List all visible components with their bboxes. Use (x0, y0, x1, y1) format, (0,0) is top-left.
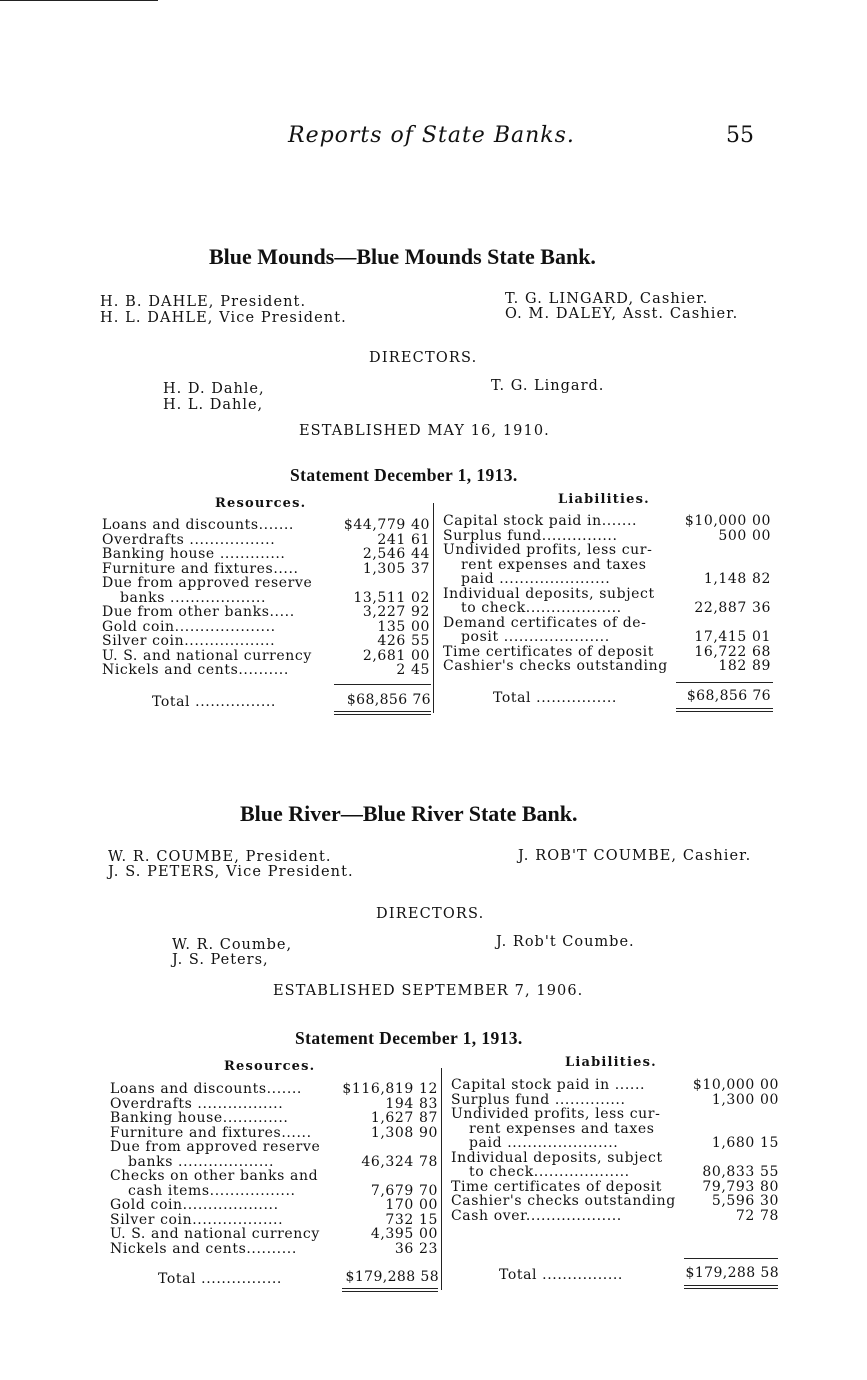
row-label: banks ................... (120, 590, 266, 605)
statement-row (451, 1180, 781, 1195)
row-label: Time certificates of deposit (451, 1179, 662, 1194)
row-label: Cashier's checks outstanding (443, 659, 668, 674)
statement-row (102, 663, 432, 678)
statement-row (110, 1227, 440, 1242)
row-amount: 72 78 (735, 1207, 779, 1224)
statement-row (443, 543, 773, 558)
row-amount: 1,627 87 (370, 1110, 438, 1126)
row-label: cash items................. (128, 1183, 296, 1198)
row-amount: 241 61 (377, 531, 430, 548)
established-date: ESTABLISHED SEPTEMBER 7, 1906. (273, 983, 584, 999)
row-label: Cashier's checks outstanding (451, 1194, 676, 1209)
statement-row (110, 1155, 440, 1170)
officer-vice-president: H. L. DAHLE, Vice President. (100, 310, 347, 326)
liabilities-total-value: $68,856 76 (686, 688, 771, 704)
officer-president: W. R. COUMBE, President. (108, 849, 332, 865)
row-label: Silver coin.................. (102, 634, 276, 649)
top-edge-rule (0, 0, 158, 1)
statement-row (110, 1082, 440, 1097)
statement-row (451, 1078, 781, 1093)
liabilities-total-label: Total ................ (499, 1267, 623, 1283)
statement-row (443, 587, 773, 602)
directors-heading: DIRECTORS. (376, 906, 485, 922)
row-amount: 2 45 (396, 662, 430, 678)
row-amount: 170 00 (385, 1197, 438, 1213)
row-label: Surplus fund............... (443, 528, 618, 543)
statement-row (451, 1122, 781, 1137)
row-amount: 500 00 (718, 527, 771, 544)
row-label: Capital stock paid in....... (443, 514, 638, 529)
row-label: paid ...................... (469, 1136, 619, 1151)
statement-row (102, 634, 432, 649)
row-label: to check................... (469, 1165, 630, 1180)
row-amount: 80,833 55 (702, 1164, 779, 1180)
statement-heading: Statement December 1, 1913. (295, 1028, 523, 1048)
statement-row (451, 1151, 781, 1166)
row-amount: 182 89 (718, 658, 771, 674)
statement-row (110, 1111, 440, 1126)
row-label: Time certificates of deposit (443, 644, 654, 659)
row-label: rent expenses and taxes (461, 557, 647, 572)
row-amount: $10,000 00 (684, 513, 771, 529)
row-label: Individual deposits, subject (443, 586, 655, 601)
row-label: Capital stock paid in ...... (451, 1078, 646, 1093)
statement-row (102, 591, 432, 606)
statement-row (451, 1194, 781, 1209)
row-label: Furniture and fixtures...... (110, 1125, 312, 1140)
row-label: Due from approved reserve (110, 1140, 321, 1155)
row-label: to check................... (461, 601, 622, 616)
statement-row (102, 562, 432, 577)
statement-row (443, 659, 773, 674)
column-divider (433, 503, 434, 713)
officer-cashier: T. G. LINGARD, Cashier. (505, 291, 709, 307)
row-label: posit ..................... (461, 630, 610, 645)
row-label: U. S. and national currency (102, 648, 312, 663)
director-name: J. Rob't Coumbe. (496, 934, 635, 950)
row-label: Banking house ............. (102, 547, 286, 562)
director-name: J. S. Peters, (172, 952, 269, 968)
row-amount: 13,511 02 (353, 589, 430, 606)
liabilities-total-value: $179,288 58 (685, 1265, 779, 1281)
resources-heading: Resources. (215, 496, 307, 511)
statement-row (443, 529, 773, 544)
row-amount: 7,679 70 (370, 1182, 438, 1199)
director-name: H. L. Dahle, (163, 397, 264, 413)
row-amount: 1,305 37 (362, 560, 430, 577)
row-label: Undivided profits, less cur- (451, 1107, 661, 1122)
statement-row (110, 1198, 440, 1213)
row-amount: 2,681 00 (362, 647, 430, 664)
liabilities-total-label: Total ................ (493, 690, 617, 706)
row-amount: $116,819 12 (342, 1081, 438, 1097)
statement-row (443, 514, 773, 529)
statement-row (102, 576, 432, 591)
row-label: Individual deposits, subject (451, 1150, 663, 1165)
statement-row (102, 547, 432, 562)
row-label: Due from approved reserve (102, 576, 313, 591)
directors-heading: DIRECTORS. (369, 350, 478, 366)
statement-row (451, 1107, 781, 1122)
row-amount: 16,722 68 (694, 643, 771, 660)
row-amount: 1,308 90 (370, 1124, 438, 1141)
page-number: 55 (726, 123, 754, 148)
row-label: Cash over................... (451, 1208, 622, 1223)
statement-row (102, 533, 432, 548)
statement-row (110, 1242, 440, 1257)
running-title: Reports of State Banks. (288, 123, 575, 148)
row-label: Loans and discounts....... (102, 518, 294, 533)
double-rule (676, 708, 773, 712)
officer-asst-cashier: O. M. DALEY, Asst. Cashier. (505, 306, 739, 322)
officer-cashier: J. ROB'T COUMBE, Cashier. (518, 848, 752, 864)
row-amount: $44,779 40 (343, 517, 430, 533)
resources-total-value: $179,288 58 (345, 1269, 439, 1285)
sum-rule (334, 684, 431, 685)
statement-row (110, 1140, 440, 1155)
resources-total-label: Total ................ (152, 694, 276, 710)
row-label: U. S. and national currency (110, 1227, 320, 1242)
row-amount: 17,415 01 (694, 629, 771, 645)
row-amount: 732 15 (385, 1211, 438, 1228)
row-amount: 22,887 36 (694, 600, 771, 616)
statement-row (451, 1093, 781, 1108)
statement-row (443, 558, 773, 573)
statement-row (110, 1097, 440, 1112)
row-amount: 2,546 44 (362, 546, 430, 562)
statement-row (451, 1165, 781, 1180)
statement-row (110, 1126, 440, 1141)
row-label: Surplus fund .............. (451, 1092, 626, 1107)
sum-rule (684, 1258, 778, 1259)
row-label: Gold coin................... (110, 1198, 279, 1213)
row-label: Loans and discounts....... (110, 1082, 302, 1097)
double-rule (342, 1288, 438, 1292)
statement-row (443, 601, 773, 616)
row-label: Undivided profits, less cur- (443, 543, 653, 558)
row-amount: 3,227 92 (362, 604, 430, 620)
director-name: T. G. Lingard. (491, 378, 605, 394)
row-amount: 46,324 78 (361, 1153, 438, 1170)
resources-heading: Resources. (224, 1059, 316, 1074)
row-label: Furniture and fixtures..... (102, 561, 299, 576)
resources-total-value: $68,856 76 (346, 692, 431, 708)
resources-total-label: Total ................ (158, 1271, 282, 1287)
statement-row (110, 1169, 440, 1184)
row-amount: $10,000 00 (692, 1077, 779, 1093)
director-name: W. R. Coumbe, (172, 937, 293, 953)
statement-row (102, 649, 432, 664)
liabilities-heading: Liabilities. (565, 1055, 657, 1070)
statement-row (102, 620, 432, 635)
row-amount: 135 00 (377, 618, 430, 635)
double-rule (684, 1285, 778, 1289)
officer-vice-president: J. S. PETERS, Vice President. (108, 864, 354, 880)
row-amount: 1,680 15 (711, 1135, 779, 1151)
row-label: Due from other banks..... (102, 605, 295, 620)
row-amount: 1,300 00 (711, 1091, 779, 1108)
column-divider (441, 1068, 442, 1290)
row-label: Checks on other banks and (110, 1169, 319, 1184)
bank-title: Blue River—Blue River State Bank. (240, 801, 578, 826)
row-label: Nickels and cents.......... (102, 663, 289, 678)
double-rule (334, 711, 431, 715)
row-label: Banking house............. (110, 1111, 289, 1126)
row-amount: 36 23 (394, 1240, 438, 1257)
row-amount: 79,793 80 (702, 1178, 779, 1195)
statement-row (110, 1213, 440, 1228)
statement-row (443, 630, 773, 645)
row-label: banks ................... (128, 1154, 274, 1169)
liabilities-heading: Liabilities. (558, 492, 650, 507)
row-label: Silver coin.................. (110, 1212, 284, 1227)
statement-row (443, 572, 773, 587)
statement-row (451, 1136, 781, 1151)
liabilities-list (451, 1078, 781, 1223)
row-label: Overdrafts ................. (102, 532, 276, 547)
statement-row (110, 1184, 440, 1199)
row-amount: 194 83 (385, 1095, 438, 1112)
bank-title: Blue Mounds—Blue Mounds State Bank. (209, 244, 596, 269)
row-label: Demand certificates of de- (443, 615, 647, 630)
statement-heading: Statement December 1, 1913. (290, 465, 518, 485)
statement-row (102, 605, 432, 620)
resources-list (102, 518, 432, 678)
resources-list (110, 1082, 440, 1256)
director-name: H. D. Dahle, (163, 381, 265, 397)
officer-president: H. B. DAHLE, President. (100, 294, 307, 310)
established-date: ESTABLISHED MAY 16, 1910. (299, 423, 550, 439)
row-label: paid ...................... (461, 572, 611, 587)
row-label: Gold coin.................... (102, 619, 276, 634)
row-label: rent expenses and taxes (469, 1121, 655, 1136)
statement-row (451, 1209, 781, 1224)
liabilities-list (443, 514, 773, 674)
row-amount: 1,148 82 (703, 571, 771, 587)
statement-row (443, 645, 773, 660)
row-amount: 426 55 (377, 633, 430, 649)
statement-row (102, 518, 432, 533)
statement-row (443, 616, 773, 631)
row-amount: 5,596 30 (711, 1193, 779, 1209)
row-amount: 4,395 00 (370, 1226, 438, 1242)
sum-rule (676, 682, 773, 683)
row-label: Nickels and cents.......... (110, 1241, 297, 1256)
row-label: Overdrafts ................. (110, 1096, 284, 1111)
